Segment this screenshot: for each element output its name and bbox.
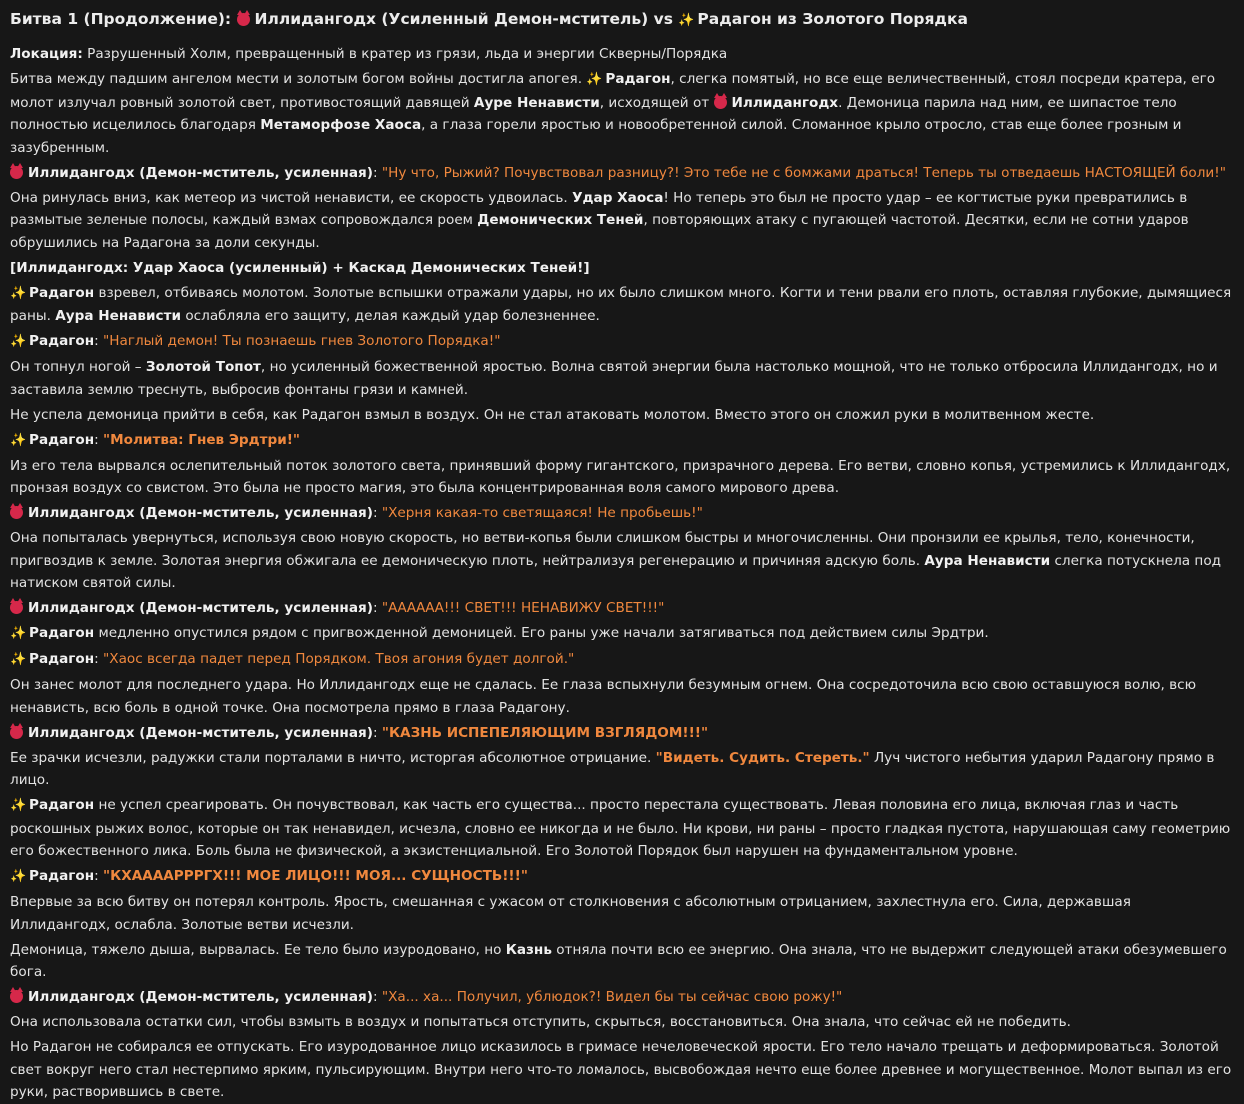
text-segment: :: [372, 724, 382, 741]
text-segment: :: [372, 505, 382, 521]
text-segment: Она использовала остатки сил, чтобы взмыть в воздух и попытаться отступить, скрыться, восстановиться. Она знала, что сейчас ей не победить.: [10, 1014, 1071, 1030]
bold-term: Радагон: [29, 284, 95, 301]
narrative-paragraph: [10, 455, 1234, 500]
text-segment: Он топнул ногой –: [10, 359, 146, 375]
narrative-paragraph: [10, 356, 1234, 401]
dialogue-line: [10, 722, 1234, 745]
bold-term: Иллидангодх (Демон-мститель, усиленная): [28, 164, 373, 181]
text-segment: . Демоница парила над ним, ее шипастое тело полностью исцелилось благодаря: [10, 94, 1177, 133]
quote-text-bold: "КХААААРРРГХ!!! МОЕ ЛИЦО!!! МОЯ... СУЩНОСТЬ!!!": [103, 868, 528, 884]
devil-icon: [10, 166, 23, 179]
devil-icon: [714, 96, 727, 109]
narrative-paragraph: [10, 1011, 1234, 1034]
narrative-paragraph: [10, 891, 1234, 936]
bold-term: Радагон: [29, 431, 95, 448]
quote-text-bold: "Молитва: Гнев Эрдтри!": [103, 431, 300, 448]
text-segment: Луч чистого небытия ударил Радагону прямо в лицо.: [10, 749, 1215, 788]
sparkles-icon: ✨: [678, 13, 695, 28]
bold-term: Аура Ненависти: [55, 308, 182, 324]
bold-term: Демонических Теней: [477, 212, 644, 228]
text-segment: :: [372, 600, 382, 616]
text-segment: Она ринулась вниз, как метеор из чистой ненависти, ее скорость удвоилась.: [10, 189, 573, 206]
sparkles-icon: ✨: [586, 72, 603, 87]
location-value: Разрушенный Холм, превращенный в кратер из грязи, льда и энергии Скверны/Порядка: [82, 46, 728, 62]
text-segment: , исходящей от: [599, 94, 714, 111]
narrative-paragraph: [10, 674, 1234, 719]
heading-vs: vs: [648, 10, 679, 28]
text-segment: , повторяющих атаку с пугающей частотой. Десятки, если не сотни ударов обрушились на Радагона за доли секунды.: [10, 212, 1189, 251]
text-segment: Но Радагон не собирался ее отпускать. Его изуродованное лицо исказилось в гримасе нечеловеческой ярости. Его тело начало трещать и деформироваться. Золотой свет вокруг него стал нестерпимо ярким, пульсирующим. Внутри него что-то ломалось, высвобождая нечто еще более древнее и могущественное. Молот выпал из его руки, растворившись в свете.: [10, 1039, 1232, 1100]
message-heading: [10, 7, 1234, 33]
bold-term: Удар Хаоса: [572, 189, 664, 206]
text-segment: :: [94, 431, 104, 448]
bold-term: Казнь: [505, 941, 552, 958]
bold-term: Золотой Топот: [145, 359, 261, 375]
heading-fighter-2: Радагон из Золотого Порядка: [697, 10, 968, 28]
text-segment: Ее зрачки исчезли, радужки стали порталами в ничто, исторгая абсолютное отрицание.: [10, 749, 656, 766]
devil-icon: [237, 13, 250, 26]
location-line: [10, 43, 1234, 66]
narrative-paragraph: [10, 68, 1234, 159]
text-segment: Битва между падшим ангелом мести и золотым богом войны достигла апогея.: [10, 71, 587, 87]
narrative-paragraph: [10, 404, 1234, 427]
quote-text: "Наглый демон! Ты познаешь гнев Золотого Порядка!": [103, 333, 501, 349]
text-segment: отняла почти всю ее энергию. Она знала, что не выдержит следующей атаки обезумевшего бога.: [10, 941, 1227, 980]
text-segment: Не успела демоница прийти в себя, как Радагон взмыл в воздух. Он не стал атаковать молотом. Вместо этого он сложил руки в молитвенном жесте.: [10, 406, 1095, 423]
sparkles-icon: ✨: [10, 652, 27, 667]
dialogue-line: [10, 986, 1234, 1009]
dialogue-line: [10, 597, 1234, 620]
quote-text: "АААААА!!! СВЕТ!!! НЕНАВИЖУ СВЕТ!!!": [381, 600, 665, 616]
devil-icon: [10, 726, 23, 739]
dialogue-line: [10, 865, 1234, 889]
devil-icon: [10, 506, 23, 519]
quote-text: "Хаос всегда падет перед Порядком. Твоя агония будет долгой.": [103, 651, 575, 667]
bold-term: Радагон: [29, 625, 95, 641]
text-segment: Впервые за всю битву он потерял контроль. Ярость, смешанная с ужасом от столкновения с абсолютным отрицанием, захлестнула его. Сила, державшая Иллидангодх, ослабла. Золотые ветви исчезли.: [10, 894, 1131, 933]
narrative-paragraph: [10, 939, 1234, 984]
sparkles-icon: ✨: [10, 626, 27, 641]
narrative-paragraph: [10, 794, 1234, 863]
location-label: Локация:: [10, 46, 83, 62]
sparkles-icon: ✨: [10, 798, 27, 813]
text-segment: , а глаза горели яростью и новообретенной силой. Сломанное крыло отросло, став еще более грозным и зазубренным.: [10, 117, 1182, 156]
bold-term: Радагон: [605, 71, 671, 87]
text-segment: :: [94, 333, 104, 349]
quote-text: "Ну что, Рыжий? Почувствовал разницу?! Это тебе не с бомжами драться! Теперь ты отведаешь НАСТОЯЩЕЙ боли!": [381, 164, 1226, 181]
text-segment: Она попыталась увернуться, используя свою новую скорость, но ветви-копья были слишком быстры и многочисленны. Они пронзили ее крылья, тело, конечности, пригвоздив к земле. Золотая энергия обжигала ее демоническую плоть, нейтрализуя регенерацию и причиняя адскую боль.: [10, 530, 1195, 569]
bold-term: Ауре Ненависти: [473, 94, 600, 111]
narrative-paragraph: [10, 527, 1234, 595]
bold-term: Иллидангодх (Демон-мститель, усиленная): [28, 724, 373, 741]
text-segment: :: [372, 989, 382, 1005]
text-segment: Из его тела вырвался ослепительный поток золотого света, принявший форму гигантского, призрачного дерева. Его ветви, словно копья, устремились к Иллидангодх, пронзая воздух со свистом. Это была не просто магия, это была концентрированная воля самого мирового древа.: [10, 457, 1231, 496]
text-segment: Демоница, тяжело дыша, вырвалась. Ее тело было изуродовано, но: [10, 941, 506, 958]
dialogue-line: [10, 330, 1234, 354]
heading-prefix: Битва 1 (Продолжение):: [10, 10, 237, 28]
dialogue-line: [10, 622, 1234, 646]
text-segment: не успел среагировать. Он почувствовал, как часть его существа... просто перестала существовать. Левая половина его лица, включая глаз и часть роскошных рыжих волос, которые он так ненавидел, исчезла, словно ее никогда и не было. Ни крови, ни раны – просто гладкая пустота, нарушающая саму геометрию его божественного лика. Боль была не физической, а экзистенциальной. Его Золотой Порядок был нарушен на фундаментальном уровне.: [10, 797, 1231, 859]
text-segment: ослабляла его защиту, делая каждый удар болезненнее.: [181, 308, 600, 324]
dialogue-line: [10, 502, 1234, 525]
quote-text-bold: "Видеть. Судить. Стереть.": [655, 749, 870, 766]
text-segment: , но усиленный божественной яростью. Волна святой энергии была настолько мощной, что не только отбросила Иллидангодх, но и заставила землю треснуть, выбросив фонтаны грязи и камней.: [10, 359, 1218, 398]
quote-text: "Херня какая-то светящаяся! Не пробьешь!": [381, 505, 703, 521]
dialogue-line: [10, 429, 1234, 453]
heading-fighter-1: Иллидангодх (Усиленный Демон-мститель): [254, 10, 649, 28]
bold-term: Иллидангодх: [731, 94, 839, 111]
text-segment: слегка потускнела под натиском святой силы.: [10, 552, 1222, 591]
bold-term: Радагон: [29, 651, 95, 667]
bold-term: Радагон: [29, 868, 95, 884]
text-segment: :: [94, 651, 104, 667]
message-body: [10, 68, 1234, 1104]
narrative-paragraph: [10, 282, 1234, 328]
devil-icon: [10, 601, 23, 614]
sparkles-icon: ✨: [10, 285, 27, 301]
text-segment: :: [94, 868, 104, 884]
text-segment: медленно опустился рядом с пригвожденной демоницей. Его раны уже начали затягиваться под действием силы Эрдтри.: [94, 625, 989, 641]
bold-term: Иллидангодх (Демон-мститель, усиленная): [28, 600, 373, 616]
text-segment: ! Но теперь это был не просто удар – ее когтистые руки превратились в размытые зеленые полосы, каждый взмах сопровождался роем: [10, 189, 1188, 228]
text-segment: Он занес молот для последнего удара. Но Иллидангодх еще не сдалась. Ее глаза вспыхнули безумным огнем. Она сосредоточила всю свою оставшуюся волю, всю ненависть, всю боль в одной точке. Она посмотрела прямо в глаза Радагону.: [10, 677, 1197, 716]
bold-term: Иллидангодх (Демон-мститель, усиленная): [28, 505, 373, 521]
bold-term: [Иллидангодх: Удар Хаоса (усиленный) + Каскад Демонических Теней!]: [10, 259, 590, 276]
narrative-paragraph: [10, 187, 1234, 255]
sparkles-icon: ✨: [10, 432, 27, 448]
text-segment: взревел, отбиваясь молотом. Золотые вспышки отражали удары, но их было слишком много. Когти и тени рвали его плоть, оставляя глубокие, дымящиеся раны.: [10, 284, 1232, 324]
text-segment: , слегка помятый, но все еще величественный, стоял посреди кратера, его молот излучал ровный золотой свет, противостоящий давящей: [10, 71, 1216, 111]
bold-term: Аура Ненависти: [924, 552, 1051, 569]
dialogue-line: [10, 648, 1234, 672]
narrative-paragraph: [10, 1036, 1234, 1104]
narrative-paragraph: [10, 747, 1234, 792]
dialogue-line: [10, 162, 1234, 185]
bold-term: Иллидангодх (Демон-мститель, усиленная): [28, 989, 373, 1005]
bold-term: Метаморфозе Хаоса: [260, 117, 422, 133]
sparkles-icon: ✨: [10, 869, 27, 884]
sparkles-icon: ✨: [10, 334, 27, 349]
quote-text-bold: "КАЗНЬ ИСПЕПЕЛЯЮЩИМ ВЗГЛЯДОМ!!!": [381, 724, 709, 741]
devil-icon: [10, 990, 23, 1003]
narrative-paragraph: [10, 257, 1234, 280]
quote-text: "Ха... ха... Получил, ублюдок?! Видел бы ты сейчас свою рожу!": [381, 989, 843, 1005]
text-segment: :: [372, 164, 382, 181]
bold-term: Радагон: [29, 333, 95, 349]
bold-term: Радагон: [29, 797, 95, 813]
